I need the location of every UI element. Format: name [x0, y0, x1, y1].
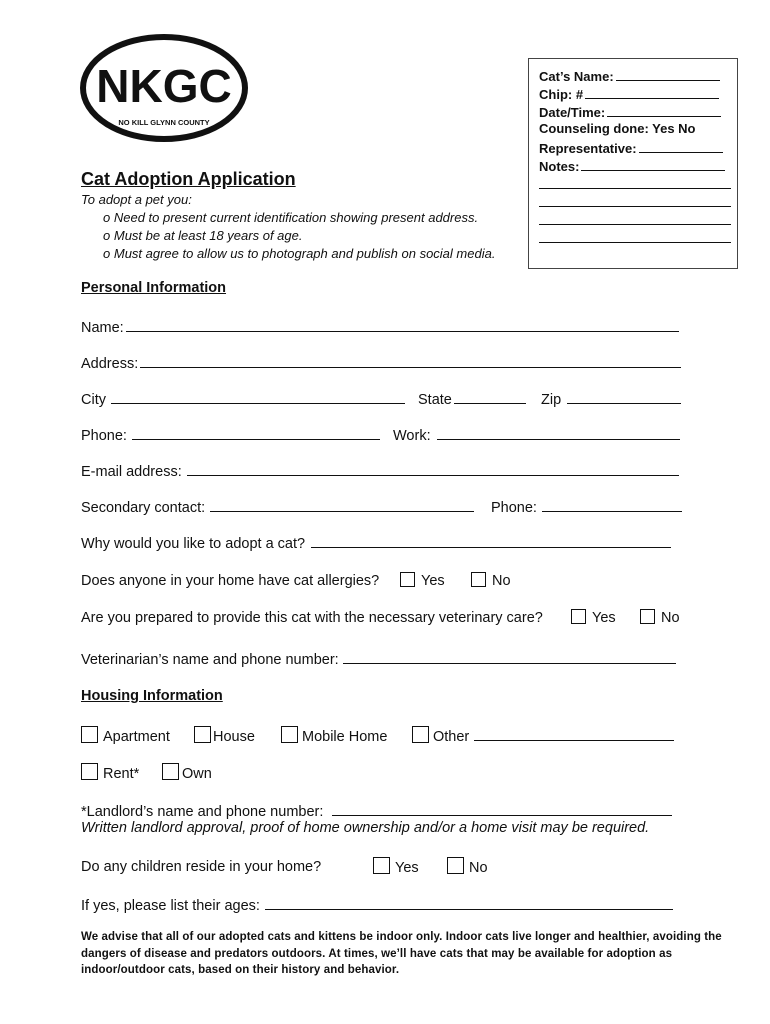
allergies-yes-checkbox[interactable]: [400, 572, 415, 587]
housing-heading: Housing Information: [81, 688, 223, 704]
chip-label: Chip: #: [539, 87, 584, 102]
notes-field[interactable]: [581, 157, 725, 171]
name-label: Name:: [81, 320, 124, 336]
children-yes-checkbox[interactable]: [373, 857, 390, 874]
work-phone-field[interactable]: [437, 426, 680, 440]
intro-bullet: o Need to present current identification showing present address.: [103, 210, 479, 225]
other-label: Other: [433, 729, 470, 745]
intro-bullet: o Must agree to allow us to photograph and publish on social media.: [103, 246, 496, 261]
vet-care-yes-label: Yes: [592, 610, 616, 626]
secondary-phone-field[interactable]: [542, 498, 682, 512]
vet-care-label: Are you prepared to provide this cat with the necessary veterinary care?: [81, 610, 543, 626]
children-yes-label: Yes: [395, 860, 419, 876]
landlord-field[interactable]: [332, 802, 672, 816]
mobile-home-label: Mobile Home: [302, 729, 388, 745]
chip-field[interactable]: [585, 85, 719, 99]
state-field[interactable]: [454, 390, 526, 404]
logo-letters: NKGC: [96, 60, 232, 112]
zip-label: Zip: [541, 392, 562, 408]
notes-line[interactable]: [539, 242, 731, 243]
own-checkbox[interactable]: [162, 763, 179, 780]
counseling-label: Counseling done: Yes No: [539, 121, 696, 136]
work-label: Work:: [393, 428, 431, 444]
house-label: House: [213, 729, 255, 745]
state-label: State: [418, 392, 452, 408]
own-label: Own: [182, 766, 212, 782]
office-use-box: [528, 58, 738, 269]
date-time-field[interactable]: [607, 103, 721, 117]
notes-line[interactable]: [539, 224, 731, 225]
why-adopt-field[interactable]: [311, 534, 671, 548]
children-no-checkbox[interactable]: [447, 857, 464, 874]
other-field[interactable]: [474, 727, 674, 741]
why-adopt-label: Why would you like to adopt a cat?: [81, 536, 306, 552]
house-checkbox[interactable]: [194, 726, 211, 743]
allergies-no-label: No: [492, 573, 511, 589]
vet-care-yes-checkbox[interactable]: [571, 609, 586, 624]
phone-field[interactable]: [132, 426, 380, 440]
cat-name-label: Cat’s Name:: [539, 69, 614, 84]
children-no-label: No: [469, 860, 488, 876]
address-label: Address:: [81, 356, 139, 372]
nkgc-logo: [80, 34, 248, 142]
vet-name-label: Veterinarian’s name and phone number:: [81, 652, 339, 668]
secondary-contact-label: Secondary contact:: [81, 500, 206, 516]
children-ages-field[interactable]: [265, 896, 673, 910]
landlord-note: Written landlord approval, proof of home ownership and/or a home visit may be required.: [81, 820, 650, 836]
vet-care-no-label: No: [661, 610, 680, 626]
notes-line[interactable]: [539, 206, 731, 207]
zip-field[interactable]: [567, 390, 681, 404]
secondary-contact-field[interactable]: [210, 498, 474, 512]
allergies-label: Does anyone in your home have cat allergies?: [81, 573, 380, 589]
intro-lead: To adopt a pet you:: [81, 192, 192, 207]
children-label: Do any children reside in your home?: [81, 859, 322, 875]
apartment-label: Apartment: [103, 729, 170, 745]
date-time-label: Date/Time:: [539, 105, 606, 120]
rent-checkbox[interactable]: [81, 763, 98, 780]
vet-name-field[interactable]: [343, 650, 676, 664]
intro-bullet: o Must be at least 18 years of age.: [103, 228, 303, 243]
children-ages-label: If yes, please list their ages:: [81, 898, 260, 914]
address-field[interactable]: [140, 354, 681, 368]
secondary-phone-label: Phone:: [491, 500, 537, 516]
city-label: City: [81, 392, 106, 408]
mobile-home-checkbox[interactable]: [281, 726, 298, 743]
indoor-advisory: We advise that all of our adopted cats and kittens be indoor only. Indoor cats live longer and healthier, avoiding the dangers of disease and predators outdoors. At times, we’ll have cats that may be available for adoption as indoor/outdoor cats, based on their history and behavior.: [81, 931, 722, 976]
rent-label: Rent*: [103, 766, 140, 782]
phone-label: Phone:: [81, 428, 127, 444]
landlord-label: *Landlord’s name and phone number:: [81, 804, 324, 820]
logo-tagline: NO KILL GLYNN COUNTY: [118, 118, 210, 127]
allergies-yes-label: Yes: [421, 573, 445, 589]
city-field[interactable]: [111, 390, 405, 404]
apartment-checkbox[interactable]: [81, 726, 98, 743]
page-title: Cat Adoption Application: [81, 169, 296, 189]
vet-care-no-checkbox[interactable]: [640, 609, 655, 624]
allergies-no-checkbox[interactable]: [471, 572, 486, 587]
representative-field[interactable]: [639, 139, 723, 153]
notes-line[interactable]: [539, 188, 731, 189]
name-field[interactable]: [126, 318, 679, 332]
cat-name-field[interactable]: [616, 67, 720, 81]
email-field[interactable]: [187, 462, 679, 476]
notes-label: Notes:: [539, 159, 580, 174]
other-checkbox[interactable]: [412, 726, 429, 743]
personal-heading: Personal Information: [81, 280, 227, 296]
representative-label: Representative:: [539, 141, 637, 156]
email-label: E-mail address:: [81, 464, 182, 480]
